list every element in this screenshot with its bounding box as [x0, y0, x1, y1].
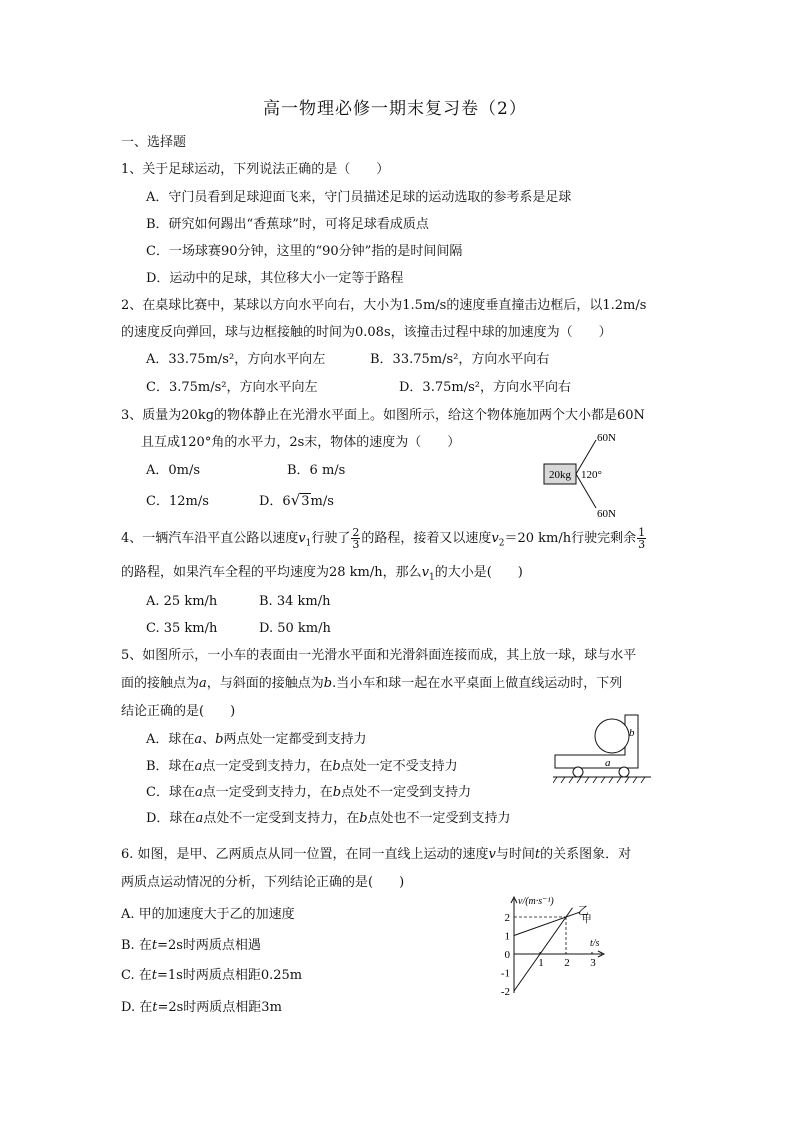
q4-option-b: B. 34 km/h [259, 594, 331, 609]
q5-stem-line3: 结论正确的是( ) [121, 704, 236, 719]
y-tick-label: 0 [504, 949, 510, 961]
q3-force-diagram [540, 428, 630, 520]
q6-option-b: B. 在t=2s时两质点相遇 [121, 938, 261, 953]
q5-stem-line1: 5、如图所示，一小车的表面由一光滑水平面和光滑斜面连接而成，其上放一球，球与水平 [121, 648, 637, 663]
q3-option-c: C．12m/s [146, 494, 209, 509]
q4-option-a: A. 25 km/h [146, 594, 218, 609]
q6-option-d: D. 在t=2s时两质点相距3m [121, 1000, 282, 1015]
series-line-yi [514, 908, 573, 991]
q6-option-a: A. 甲的加速度大于乙的加速度 [121, 907, 295, 922]
q6-option-c: C. 在t=1s时两质点相距0.25m [121, 968, 303, 983]
force-label-bottom: 60N [597, 508, 616, 520]
q4-stem-line1: 4、一辆汽车沿平直公路以速度$v_1$行驶了 $\frac{2}{3}$ 的路程，接着又以速度$v_2=20$ km/h行驶完剩余 $\frac{1}{3}$ [121, 526, 646, 551]
q6-stem-line2: 两质点运动情况的分析，下列结论正确的是( ) [121, 875, 405, 890]
q2-stem-line2: 的速度反向弹回，球与边框接触的时间为0.08s，该撞击过程中球的加速度为（ ） [121, 325, 612, 340]
q2-option-d: D．3.75m/s²，方向水平向右 [399, 380, 571, 395]
wheel-right [619, 767, 629, 777]
y-tick-label: 2 [504, 912, 510, 924]
q1-option-d: D．运动中的足球，其位移大小一定等于路程 [146, 271, 404, 286]
q2-option-b: B．33.75m/s²，方向水平向右 [370, 352, 550, 367]
q6-stem-line1: 6. 如图，是甲、乙两质点从同一位置，在同一直线上运动的速度v与时间t的关系图象．对 [121, 847, 632, 862]
wheel-left [573, 767, 583, 777]
y-tick-label: -1 [500, 967, 510, 980]
x-tick-label: 2 [564, 957, 570, 969]
q3-option-b: B．6 m/s [287, 463, 346, 478]
page-title: 高一物理必修一期末复习卷（2） [263, 99, 527, 119]
q5-option-c: C．球在a点一定受到支持力，在b点处不一定受到支持力 [146, 785, 472, 800]
x-axis-label: t/s [590, 938, 600, 949]
q3-option-d: D．6√3m/s [259, 491, 334, 509]
q2-stem-line1: 2、在桌球比赛中，某球以方向水平向右，大小为1.5m/s的速度垂直撞击边框后，以1.2m/s [121, 298, 647, 313]
q5-stem-line2: 面的接触点为a，与斜面的接触点为b.当小车和球一起在水平桌面上做直线运动时，下列 [121, 676, 623, 691]
point-b-label: b [629, 727, 635, 739]
q2-option-c: C．3.75m/s²，方向水平向左 [146, 380, 318, 395]
q3-option-a: A．0m/s [146, 463, 201, 478]
series-line-jia [514, 912, 580, 936]
fraction-two-thirds: $\frac{2}{3}$ [352, 526, 360, 551]
q1-stem: 1、关于足球运动，下列说法正确的是（ ） [121, 162, 390, 177]
q4-stem-line2: 的路程，如果汽车全程的平均速度为28 km/h，那么$v_1$的大小是( ) [121, 565, 523, 583]
point-a-label: a [605, 757, 611, 769]
q2-option-a: A．33.75m/s²，方向水平向左 [146, 352, 326, 367]
q5-option-a: A．球在a、b两点处一定都受到支持力 [146, 732, 367, 747]
fraction-one-third: $\frac{1}{3}$ [638, 526, 646, 551]
q6-vt-graph [497, 893, 617, 1001]
angle-label: 120° [581, 469, 602, 481]
q4-option-d: D. 50 km/h [259, 621, 331, 636]
y-tick-label: -2 [500, 986, 510, 998]
q4-option-c: C. 35 km/h [146, 621, 218, 636]
x-tick-label: 3 [590, 957, 596, 969]
mass-label: 20kg [549, 469, 571, 481]
series-label-jia: 甲 [581, 914, 592, 926]
y-tick-label: 1 [504, 930, 510, 943]
q1-option-b: B．研究如何踢出“香蕉球”时，可将足球看成质点 [146, 217, 429, 232]
force-label-top: 60N [597, 432, 616, 444]
x-tick-label: 1 [538, 957, 544, 969]
ground-hatching [553, 777, 645, 783]
q1-option-c: C．一场球赛90分钟，这里的“90分钟”指的是时间间隔 [146, 244, 463, 259]
ball [595, 719, 629, 753]
q5-option-d: D．球在a点处不一定受到支持力，在b点处也不一定受到支持力 [146, 811, 511, 826]
series-label-yi: 乙 [577, 905, 589, 918]
y-axis-label: v/(m·s⁻¹) [518, 896, 554, 907]
q5-cart-diagram [553, 710, 653, 785]
q3-stem-line1: 3、质量为20kg的物体静止在光滑水平面上。如图所示，给这个物体施加两个大小都是60N [121, 408, 645, 423]
q3-stem-line2: 且互成120°角的水平力，2s末，物体的速度为（ ） [141, 435, 461, 450]
q1-option-a: A．守门员看到足球迎面飞来，守门员描述足球的运动选取的参考系是足球 [146, 190, 572, 205]
q5-option-b: B．球在a点一定受到支持力，在b点处一定不受支持力 [146, 759, 458, 774]
section-heading: 一、选择题 [121, 135, 187, 150]
